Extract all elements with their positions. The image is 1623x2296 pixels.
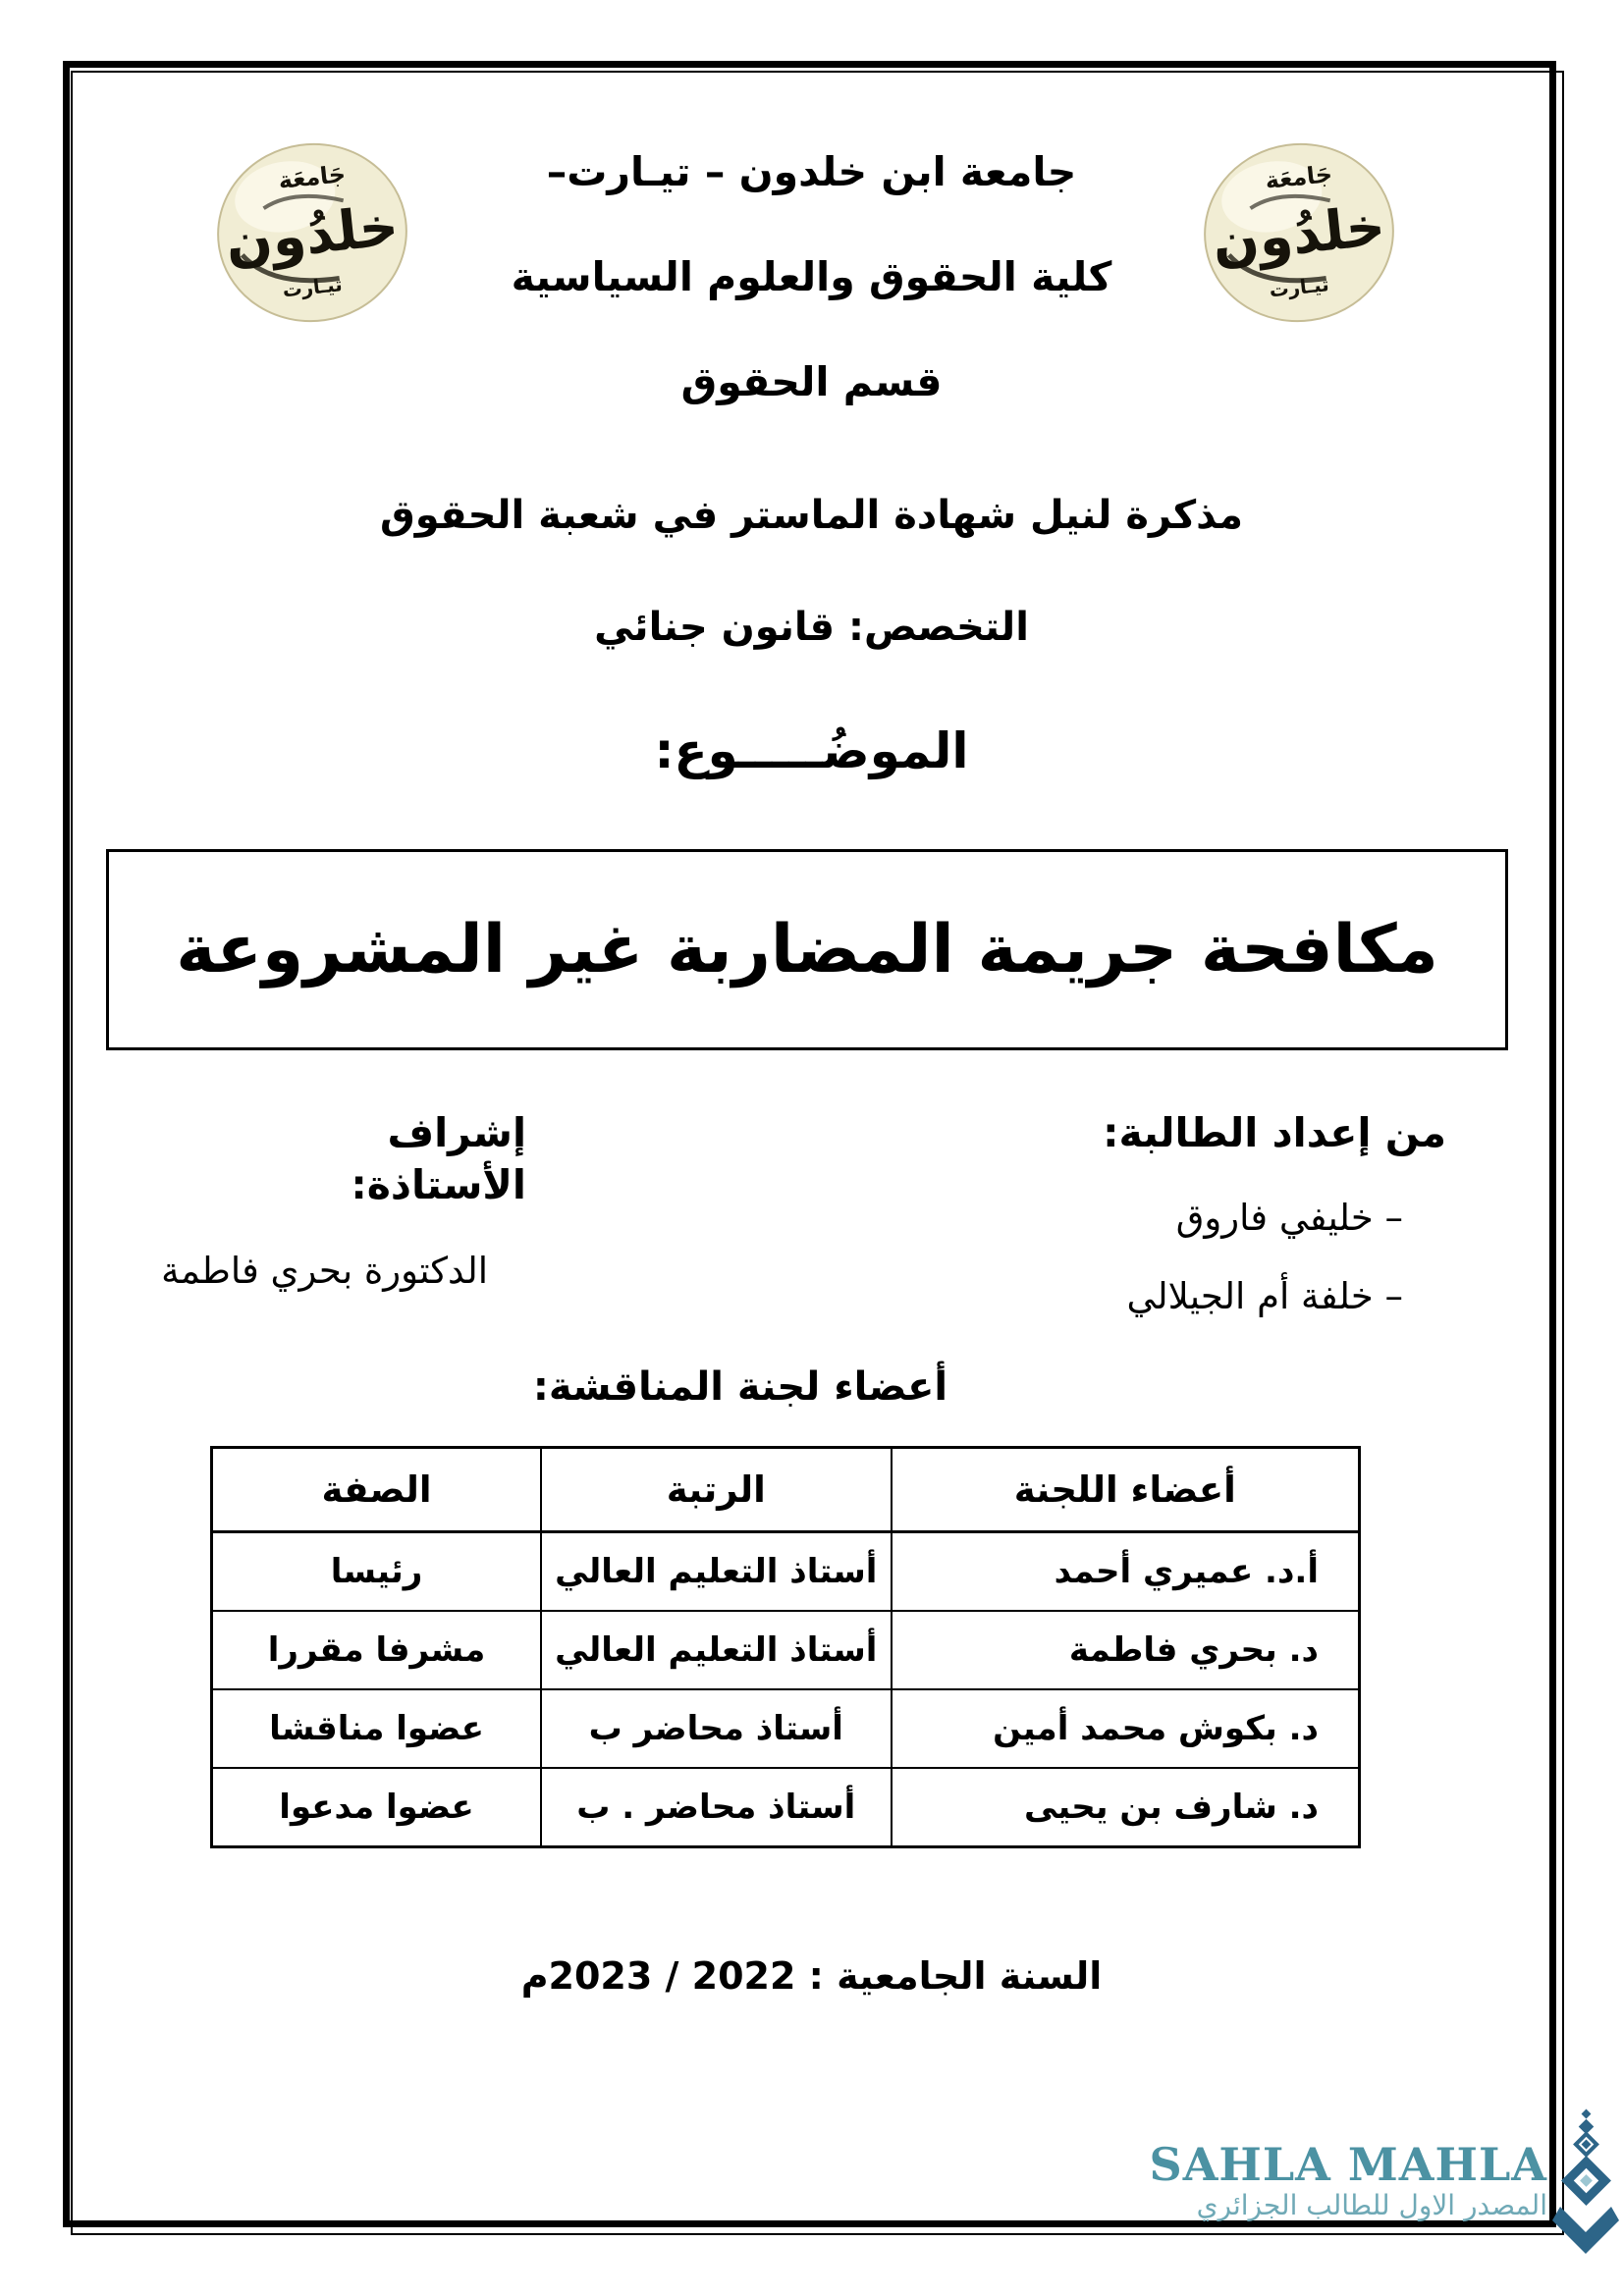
svg-text:جَامعَة: جَامعَة [277, 160, 348, 195]
committee-table [210, 1446, 1361, 1848]
svg-text:خلدُون: خلدُون [222, 194, 402, 276]
thesis-title-box [106, 849, 1508, 1050]
column-header-rank: الرتبة [541, 1448, 892, 1532]
specialty-line: التخصص: قانون جنائي [594, 605, 1029, 650]
supervisor-heading: إشراف الأستاذة: [351, 1109, 526, 1209]
role-cell: عضوا مناقشا [212, 1689, 542, 1768]
watermark-block [1149, 2138, 1547, 2222]
faculty-name: كلية الحقوق والعلوم السياسية [511, 253, 1112, 300]
member-cell: د. بحري فاطمة [892, 1611, 1360, 1689]
rank-cell: أستاذ محاضر ب [541, 1689, 892, 1768]
role-cell: رئيسا [212, 1532, 542, 1612]
member-cell: د. شارف بن يحيى [892, 1768, 1360, 1847]
member-cell: أ.د. عميري أحمد [892, 1532, 1360, 1612]
subject-label: الموضُـــــوع: [654, 722, 969, 779]
department-name: قسم الحقوق [680, 358, 943, 405]
role-cell: عضوا مدعوا [212, 1768, 542, 1847]
table-row [212, 1689, 1360, 1768]
svg-text:جَامعَة: جَامعَة [1264, 160, 1334, 195]
thesis-title: مكافحة جريمة المضاربة غير المشروعة [176, 911, 1438, 988]
column-header-members: أعضاء اللجنة [892, 1448, 1360, 1532]
table-row [212, 1532, 1360, 1612]
member-cell: د. بكوش محمد أمين [892, 1689, 1360, 1768]
student-name: – خلفة أم الجيلالي [1126, 1275, 1403, 1318]
prepared-by-heading: من إعداد الطالبة: [1103, 1109, 1446, 1156]
committee-table-header-row [212, 1448, 1360, 1532]
column-header-role: الصفة [212, 1448, 542, 1532]
supervisor-name: الدكتورة بحري فاطمة [161, 1249, 488, 1292]
svg-text:تيـارت: تيـارت [281, 273, 344, 302]
watermark-tagline: المصدر الاول للطالب الجزائري [1196, 2189, 1547, 2221]
student-name: – خليفي فاروق [1175, 1197, 1403, 1240]
academic-year: السنة الجامعية : 2022 / 2023م [520, 1954, 1103, 1998]
rank-cell: أستاذ التعليم العالي [541, 1611, 892, 1689]
svg-text:خلدُون: خلدُون [1209, 194, 1388, 276]
prepared-by-block [1103, 1107, 1446, 1320]
sahla-mahla-icon [1550, 2109, 1621, 2266]
watermark-brand-text: SAHLA MAHLA [1149, 2138, 1547, 2191]
university-name: جامعة ابن خلدون – تيـارت– [546, 148, 1077, 195]
rank-cell: أستاذ التعليم العالي [541, 1532, 892, 1612]
role-cell: مشرفا مقررا [212, 1611, 542, 1689]
svg-text:تيـارت: تيـارت [1268, 273, 1330, 302]
table-row [212, 1611, 1360, 1689]
committee-heading: أعضاء لجنة المناقشة: [532, 1364, 948, 1410]
rank-cell: أستاذ محاضر . ب [541, 1768, 892, 1847]
supervisor-block [161, 1107, 526, 1295]
degree-memo-line: مذكرة لنيل شهادة الماستر في شعبة الحقوق [380, 493, 1243, 538]
table-row [212, 1768, 1360, 1847]
